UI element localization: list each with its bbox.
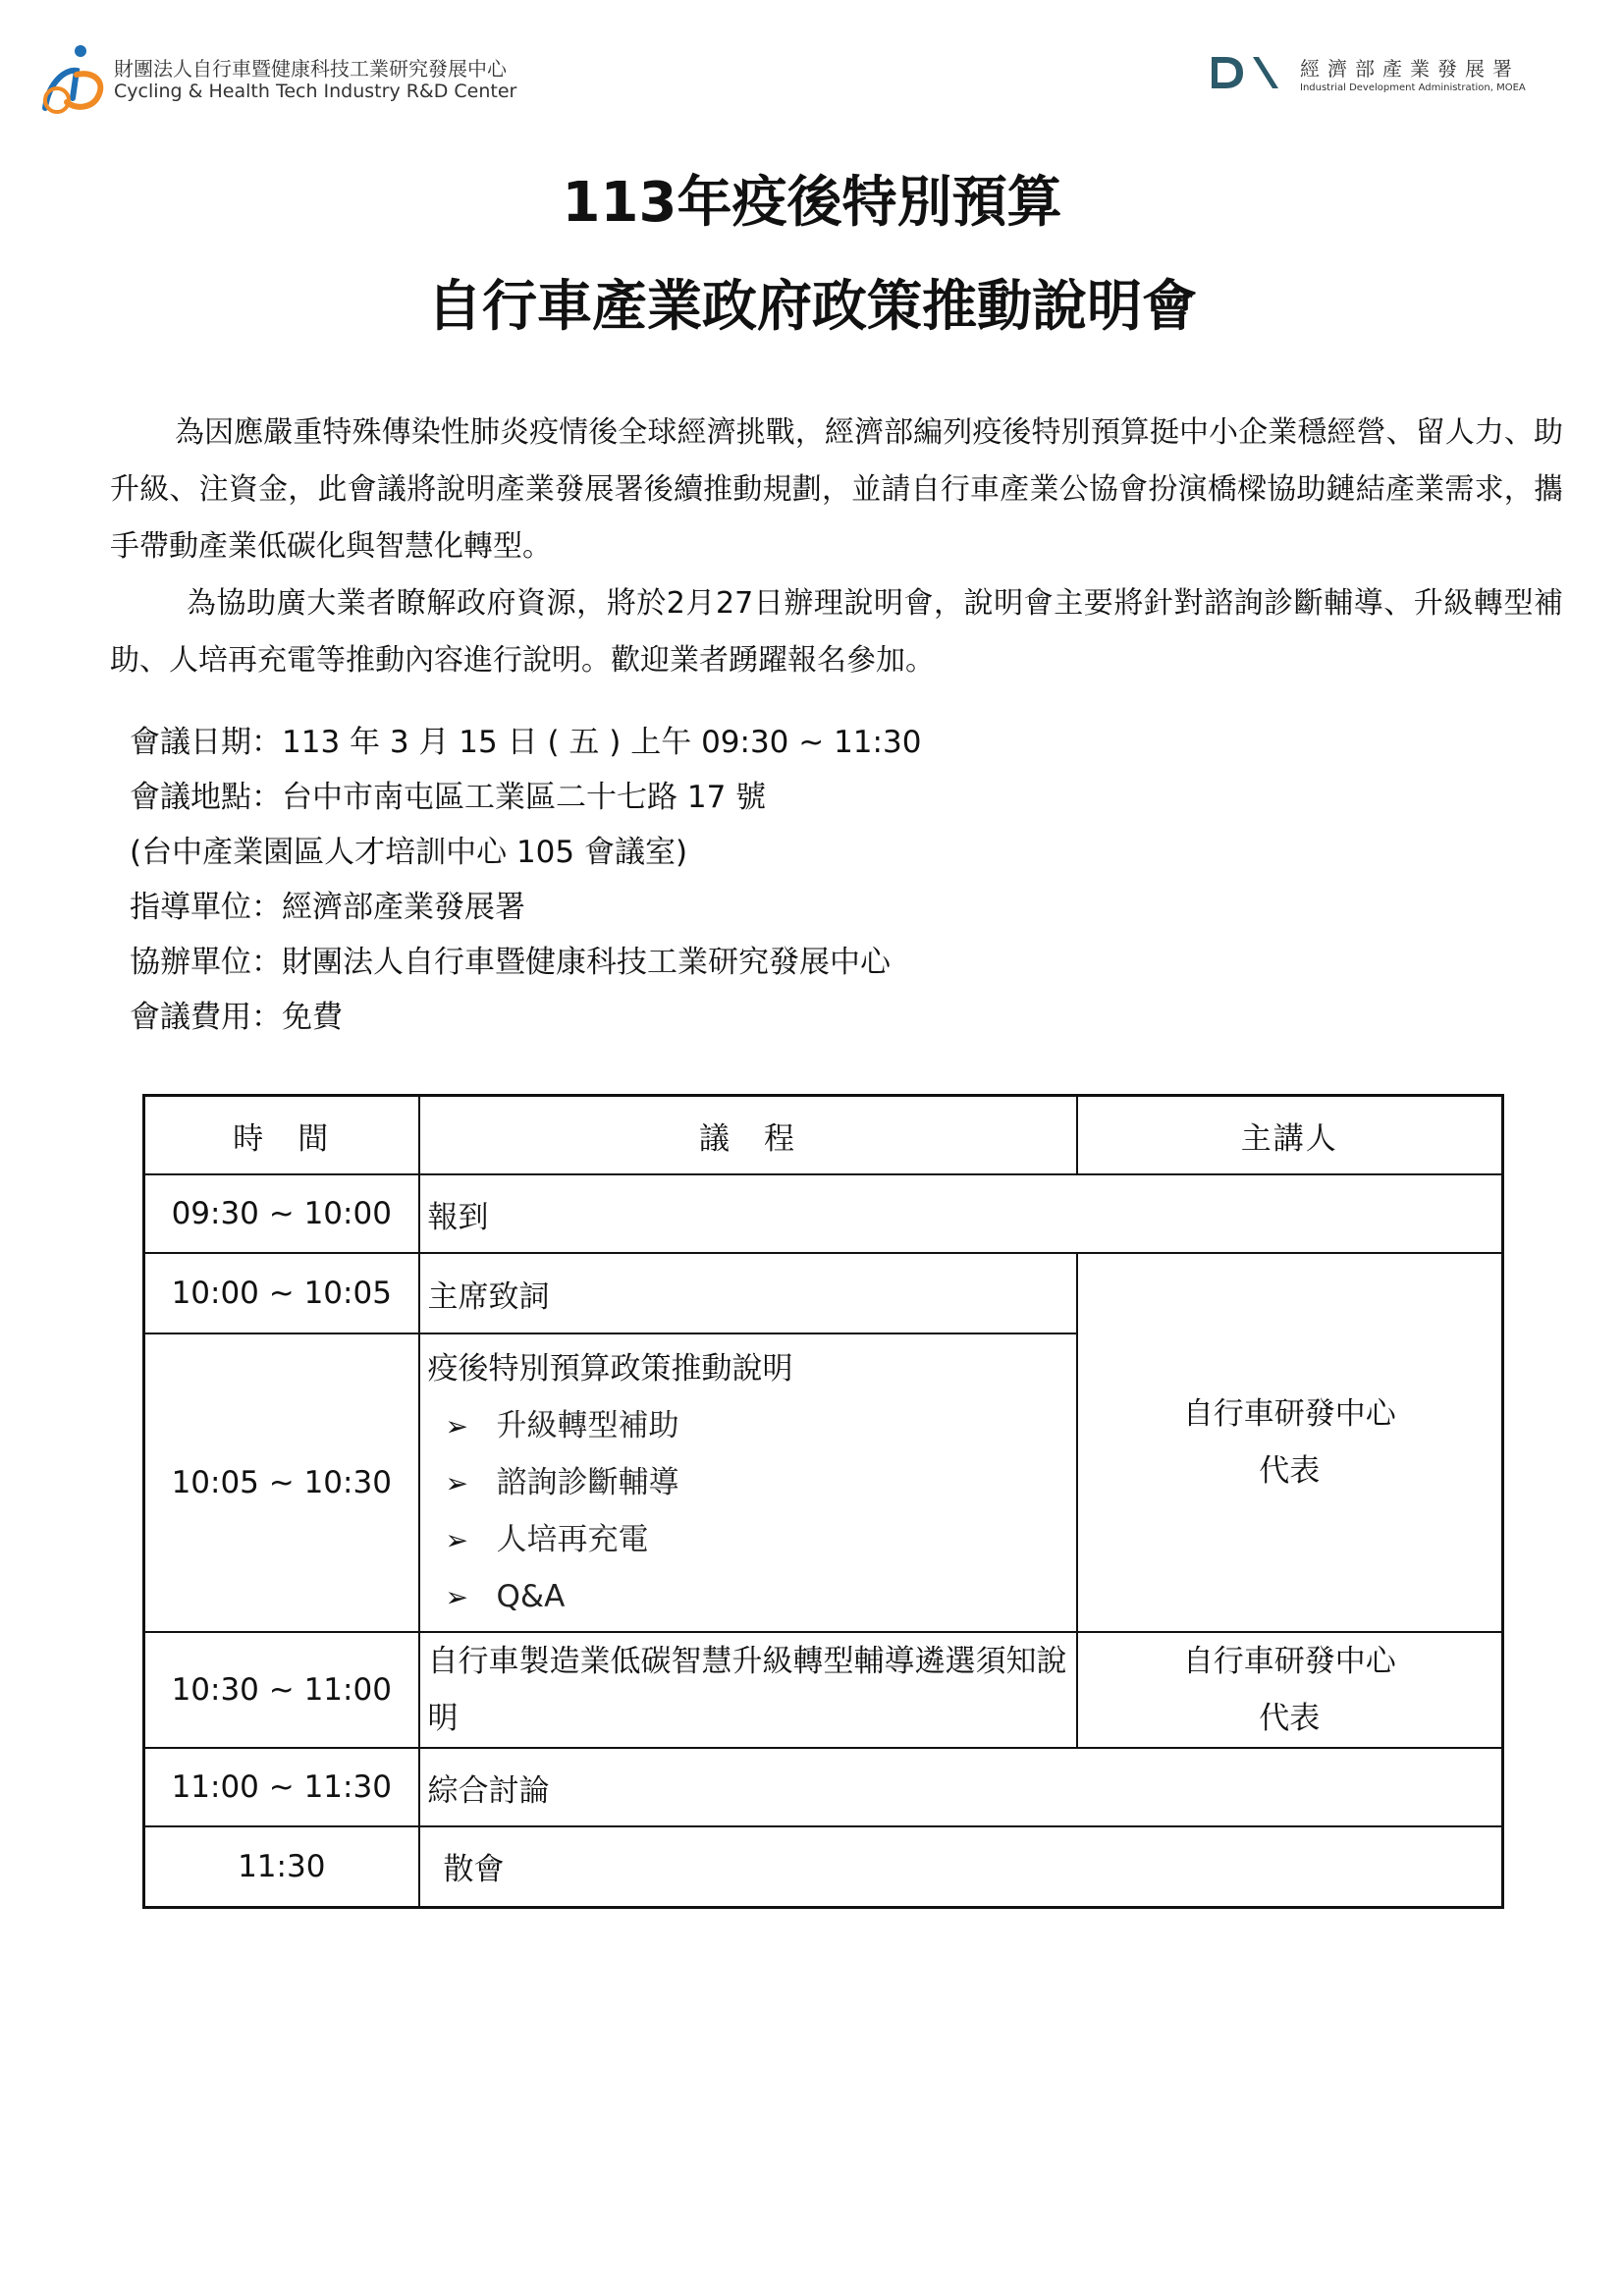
row-time: 10:30 ~ 11:00 xyxy=(144,1632,419,1748)
table-row xyxy=(144,1632,1503,1748)
supervising-unit: 指導單位：經濟部產業發展署 xyxy=(130,890,525,925)
page-title-line2: 自行車產業政府政策推動說明會 xyxy=(427,275,1197,339)
co-organizer: 協辦單位：財團法人自行車暨健康科技工業研究發展中心 xyxy=(130,945,891,980)
row-item-title: 疫後特別預算政策推動說明 xyxy=(427,1351,793,1387)
row-item-with-subitems xyxy=(419,1333,1077,1632)
arrowhead-right-icon: ➢ xyxy=(445,1524,468,1556)
ida-name-en: Industrial Development Administration, MOEA xyxy=(1300,82,1526,93)
arrowhead-right-icon: ➢ xyxy=(445,1581,468,1613)
table-row xyxy=(144,1826,1503,1907)
speaker-name: 自行車研發中心 xyxy=(1182,1644,1396,1679)
meeting-fee: 會議費用：免費 xyxy=(130,1000,343,1035)
list-item: ➢ 升級轉型補助 xyxy=(428,1397,1076,1454)
ida-logo-icon xyxy=(1210,55,1280,90)
row-item: 主席致詞 xyxy=(419,1253,1077,1333)
speaker-cell xyxy=(1077,1632,1503,1748)
header-speaker: 主講人 xyxy=(1077,1096,1503,1175)
row-time: 11:00 ~ 11:30 xyxy=(144,1748,419,1826)
row-item: 綜合討論 xyxy=(419,1748,1503,1826)
cycling-center-logo xyxy=(37,41,517,120)
row-time: 10:00 ~ 10:05 xyxy=(144,1253,419,1333)
cycling-logo-icon xyxy=(37,41,112,120)
row-item: 自行車製造業低碳智慧升級轉型輔導遴選須知說明 xyxy=(419,1632,1077,1748)
table-header-row xyxy=(144,1096,1503,1175)
intro-paragraph-1: 為因應嚴重特殊傳染性肺炎疫情後全球經濟挑戰，經濟部編列疫後特別預算挺中小企業穩經營、留人力、助升級、注資金，此會議將說明產業發展署後續推動規劃，並請自行車產業公協會扮演橋樑協助鏈結產業需求，攜手帶動產業低碳化與智慧化轉型。 xyxy=(110,415,1563,564)
list-item: ➢ 諮詢診斷輔導 xyxy=(428,1454,1076,1511)
speaker-role: 代表 xyxy=(1259,1453,1321,1489)
header-item: 議 程 xyxy=(419,1096,1077,1175)
arrowhead-right-icon: ➢ xyxy=(445,1410,468,1442)
ida-name-zh: 經濟部產業發展署 xyxy=(1300,57,1520,81)
header-time: 時 間 xyxy=(144,1096,419,1175)
row-time: 10:05 ~ 10:30 xyxy=(144,1333,419,1632)
ida-logo xyxy=(1210,51,1543,100)
meeting-room: (台中產業園區人才培訓中心 105 會議室) xyxy=(130,835,688,870)
row-item: 報到 xyxy=(419,1174,1503,1253)
speaker-name: 自行車研發中心 xyxy=(1182,1396,1396,1432)
page-title-line1: 113年疫後特別預算 xyxy=(562,171,1062,235)
list-item: ➢ Q&A xyxy=(428,1568,1076,1625)
agenda-table xyxy=(142,1094,1504,1909)
meeting-info xyxy=(130,715,1406,1045)
subitem-list xyxy=(428,1397,1076,1625)
intro-paragraph-2: 為協助廣大業者瞭解政府資源，將於2月27日辦理說明會，說明會主要將針對諮詢診斷輔導、升級轉型補助、人培再充電等推動內容進行說明。歡迎業者踴躍報名參加。 xyxy=(110,586,1563,678)
list-item: ➢ 人培再充電 xyxy=(428,1511,1076,1568)
speaker-cell xyxy=(1077,1253,1503,1632)
table-row xyxy=(144,1253,1503,1333)
table-row xyxy=(144,1748,1503,1826)
arrowhead-right-icon: ➢ xyxy=(445,1467,468,1499)
row-time: 11:30 xyxy=(144,1826,419,1907)
org-name-zh: 財團法人自行車暨健康科技工業研究發展中心 xyxy=(114,57,507,81)
org-name-en: Cycling & Health Tech Industry R&D Center xyxy=(114,81,517,102)
speaker-role: 代表 xyxy=(1259,1701,1321,1736)
table-row xyxy=(144,1174,1503,1253)
row-time: 09:30 ~ 10:00 xyxy=(144,1174,419,1253)
row-item: 散會 xyxy=(419,1826,1503,1907)
meeting-date: 會議日期：113 年 3 月 15 日 ( 五 ) 上午 09:30 ~ 11:30 xyxy=(130,725,922,760)
meeting-location: 會議地點：台中市南屯區工業區二十七路 17 號 xyxy=(130,780,767,815)
